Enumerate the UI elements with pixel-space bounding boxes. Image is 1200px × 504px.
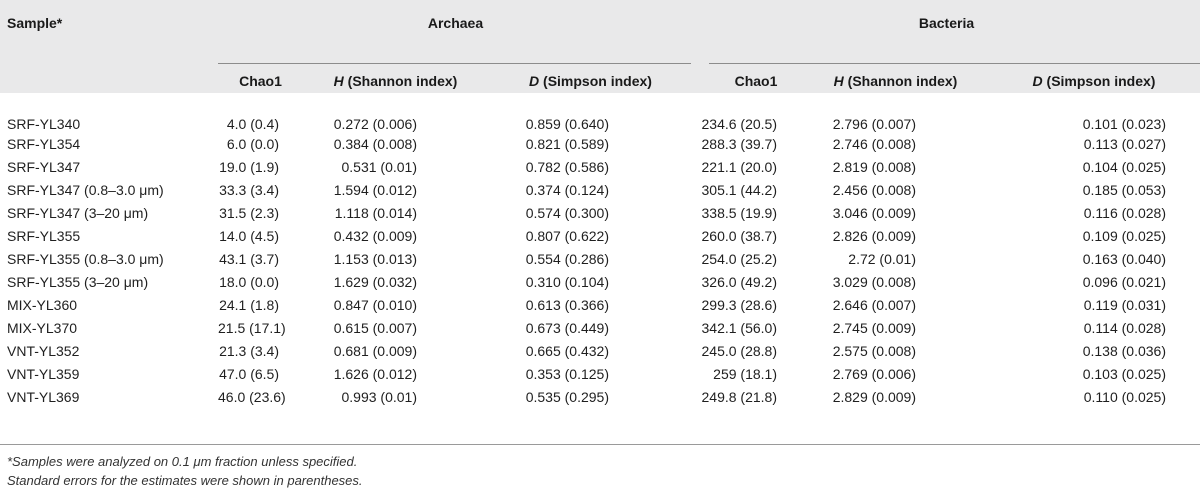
table-body	[0, 109, 1200, 408]
column-label: (Shannon index)	[843, 73, 958, 89]
sample-name-cell: VNT-YL359	[7, 365, 80, 382]
symbol-label: H	[333, 73, 344, 89]
archaea-simpson-cell: 0.353 (0.125)	[525, 365, 609, 382]
table-row	[0, 362, 1200, 385]
archaea-shannon-cell: 0.993 (0.01)	[341, 388, 417, 405]
archaea-simpson-cell: 0.821 (0.589)	[525, 135, 609, 152]
footnote-errors: Standard errors for the estimates were shown in parentheses.	[7, 473, 363, 488]
bacteria-shannon-cell: 3.029 (0.008)	[832, 273, 916, 290]
bacteria-simpson-cell: 0.138 (0.036)	[1082, 342, 1166, 359]
table-row	[0, 385, 1200, 408]
column-label: Chao1	[239, 73, 282, 89]
bacteria-shannon-cell: 2.769 (0.006)	[832, 365, 916, 382]
table-row	[0, 316, 1200, 339]
bacteria-chao1-cell: 234.6 (20.5)	[701, 115, 777, 132]
archaea-group-header	[218, 0, 693, 74]
bacteria-simpson-cell: 0.101 (0.023)	[1082, 115, 1166, 132]
table-bottom-rule	[0, 444, 1200, 445]
archaea-simpson-cell: 0.374 (0.124)	[525, 181, 609, 198]
sample-name-cell: SRF-YL355	[7, 227, 81, 244]
archaea-chao1-cell: 4.0 (0.4)	[226, 115, 279, 132]
column-label: (Shannon index)	[343, 73, 458, 89]
archaea-chao1-cell: 47.0 (6.5)	[219, 365, 279, 382]
bacteria-simpson-cell: 0.163 (0.040)	[1082, 250, 1166, 267]
bacteria-shannon-cell: 2.456 (0.008)	[832, 181, 916, 198]
archaea-chao1-cell: 24.1 (1.8)	[219, 296, 279, 313]
archaea-chao1-cell: 33.3 (3.4)	[219, 181, 279, 198]
bacteria-shannon-cell: 2.745 (0.009)	[832, 319, 916, 336]
table-row	[0, 247, 1200, 270]
table-row	[0, 293, 1200, 316]
bacteria-simpson-cell: 0.113 (0.027)	[1083, 135, 1166, 152]
footnote-samples: *Samples were analyzed on 0.1 μm fraction unless specified.	[7, 454, 358, 469]
table-row	[0, 339, 1200, 362]
archaea-shannon-cell: 0.615 (0.007)	[333, 319, 417, 336]
bacteria-chao1-header	[693, 74, 803, 109]
archaea-simpson-cell: 0.859 (0.640)	[525, 115, 609, 132]
bacteria-chao1-cell: 299.3 (28.6)	[701, 296, 777, 313]
archaea-chao1-cell: 21.3 (3.4)	[219, 342, 279, 359]
archaea-chao1-header	[218, 74, 303, 109]
archaea-simpson-header	[488, 74, 693, 109]
symbol-label: D	[529, 73, 540, 89]
bacteria-chao1-cell: 338.5 (19.9)	[701, 204, 777, 221]
sample-name-cell: SRF-YL340	[7, 115, 81, 132]
bacteria-simpson-cell: 0.110 (0.025)	[1083, 388, 1166, 405]
archaea-rule	[218, 63, 691, 64]
archaea-simpson-cell: 0.535 (0.295)	[525, 388, 609, 405]
symbol-label: H	[833, 73, 844, 89]
bacteria-chao1-cell: 221.1 (20.0)	[701, 158, 777, 175]
bacteria-chao1-cell: 305.1 (44.2)	[701, 181, 777, 198]
column-label: (Simpson index)	[1042, 73, 1156, 89]
column-label: Chao1	[734, 73, 778, 89]
archaea-simpson-cell: 0.665 (0.432)	[525, 342, 609, 359]
archaea-simpson-cell: 0.574 (0.300)	[525, 204, 609, 221]
archaea-chao1-cell: 21.5 (17.1)	[218, 319, 286, 336]
bacteria-simpson-cell: 0.116 (0.028)	[1083, 204, 1166, 221]
bacteria-shannon-cell: 2.72 (0.01)	[848, 250, 916, 267]
archaea-shannon-header	[303, 74, 488, 109]
sample-name-cell: SRF-YL347 (0.8–3.0 μm)	[7, 181, 164, 198]
bacteria-simpson-cell: 0.104 (0.025)	[1082, 158, 1166, 175]
bacteria-chao1-cell: 259 (18.1)	[713, 365, 777, 382]
table-row	[0, 109, 1200, 132]
bacteria-chao1-cell: 288.3 (39.7)	[701, 135, 777, 152]
archaea-chao1-cell: 6.0 (0.0)	[226, 135, 279, 152]
bacteria-chao1-cell: 245.0 (28.8)	[701, 342, 777, 359]
archaea-shannon-cell: 0.531 (0.01)	[341, 158, 417, 175]
archaea-shannon-cell: 0.432 (0.009)	[333, 227, 417, 244]
sample-name-cell: SRF-YL347	[7, 158, 81, 175]
sample-name-cell: VNT-YL352	[7, 342, 80, 359]
sample-name-cell: SRF-YL354	[7, 135, 81, 152]
bacteria-shannon-cell: 2.829 (0.009)	[832, 388, 916, 405]
archaea-simpson-cell: 0.310 (0.104)	[525, 273, 609, 290]
archaea-chao1-cell: 46.0 (23.6)	[218, 388, 286, 405]
bacteria-label: Bacteria	[918, 15, 975, 31]
sample-name-cell: SRF-YL355 (3–20 μm)	[7, 273, 149, 290]
archaea-shannon-cell: 1.626 (0.012)	[333, 365, 417, 382]
archaea-chao1-cell: 43.1 (3.7)	[219, 250, 279, 267]
bacteria-chao1-cell: 260.0 (38.7)	[701, 227, 777, 244]
archaea-chao1-cell: 19.0 (1.9)	[219, 158, 279, 175]
sample-name-cell: MIX-YL360	[7, 296, 78, 313]
table-footnotes	[7, 452, 363, 490]
sample-name-cell: SRF-YL347 (3–20 μm)	[7, 204, 149, 221]
bacteria-chao1-cell: 254.0 (25.2)	[701, 250, 777, 267]
bacteria-shannon-cell: 2.646 (0.007)	[832, 296, 916, 313]
archaea-shannon-cell: 0.384 (0.008)	[333, 135, 417, 152]
bacteria-shannon-cell: 2.819 (0.008)	[832, 158, 916, 175]
table-row	[0, 132, 1200, 155]
bacteria-group-header	[693, 0, 1200, 74]
table-row	[0, 270, 1200, 293]
column-label: (Simpson index)	[539, 73, 652, 89]
bacteria-simpson-cell: 0.185 (0.053)	[1082, 181, 1166, 198]
archaea-chao1-cell: 14.0 (4.5)	[219, 227, 279, 244]
symbol-label: D	[1032, 73, 1043, 89]
bacteria-shannon-cell: 2.826 (0.009)	[832, 227, 916, 244]
bacteria-shannon-cell: 2.746 (0.008)	[832, 135, 916, 152]
table-row	[0, 155, 1200, 178]
bacteria-shannon-cell: 2.575 (0.008)	[832, 342, 916, 359]
bacteria-shannon-header	[803, 74, 988, 109]
archaea-simpson-cell: 0.807 (0.622)	[525, 227, 609, 244]
archaea-simpson-cell: 0.554 (0.286)	[525, 250, 609, 267]
table-row	[0, 201, 1200, 224]
bacteria-chao1-cell: 326.0 (49.2)	[701, 273, 777, 290]
archaea-shannon-cell: 0.272 (0.006)	[333, 115, 417, 132]
sample-name-cell: VNT-YL369	[7, 388, 80, 405]
archaea-chao1-cell: 31.5 (2.3)	[219, 204, 279, 221]
sample-column-header: Sample*	[7, 15, 63, 31]
bacteria-simpson-cell: 0.109 (0.025)	[1082, 227, 1166, 244]
bacteria-simpson-cell: 0.114 (0.028)	[1083, 319, 1166, 336]
archaea-simpson-cell: 0.782 (0.586)	[525, 158, 609, 175]
archaea-shannon-cell: 0.681 (0.009)	[333, 342, 417, 359]
bacteria-simpson-cell: 0.103 (0.025)	[1082, 365, 1166, 382]
bacteria-rule	[709, 63, 1200, 64]
bacteria-shannon-cell: 3.046 (0.009)	[832, 204, 916, 221]
archaea-shannon-cell: 1.153 (0.013)	[333, 250, 417, 267]
archaea-shannon-cell: 1.594 (0.012)	[333, 181, 417, 198]
archaea-shannon-cell: 1.118 (0.014)	[334, 204, 417, 221]
archaea-simpson-cell: 0.613 (0.366)	[525, 296, 609, 313]
bacteria-simpson-cell: 0.119 (0.031)	[1083, 296, 1166, 313]
sample-name-cell: MIX-YL370	[7, 319, 78, 336]
archaea-chao1-cell: 18.0 (0.0)	[219, 273, 279, 290]
archaea-shannon-cell: 0.847 (0.010)	[333, 296, 417, 313]
table-row	[0, 224, 1200, 247]
archaea-label: Archaea	[427, 15, 484, 31]
sample-name-cell: SRF-YL355 (0.8–3.0 μm)	[7, 250, 164, 267]
bacteria-simpson-header	[988, 74, 1200, 109]
archaea-simpson-cell: 0.673 (0.449)	[525, 319, 609, 336]
archaea-shannon-cell: 1.629 (0.032)	[333, 273, 417, 290]
bacteria-chao1-cell: 342.1 (56.0)	[701, 319, 777, 336]
bacteria-simpson-cell: 0.096 (0.021)	[1082, 273, 1166, 290]
bacteria-shannon-cell: 2.796 (0.007)	[832, 115, 916, 132]
table-row	[0, 178, 1200, 201]
bacteria-chao1-cell: 249.8 (21.8)	[701, 388, 777, 405]
